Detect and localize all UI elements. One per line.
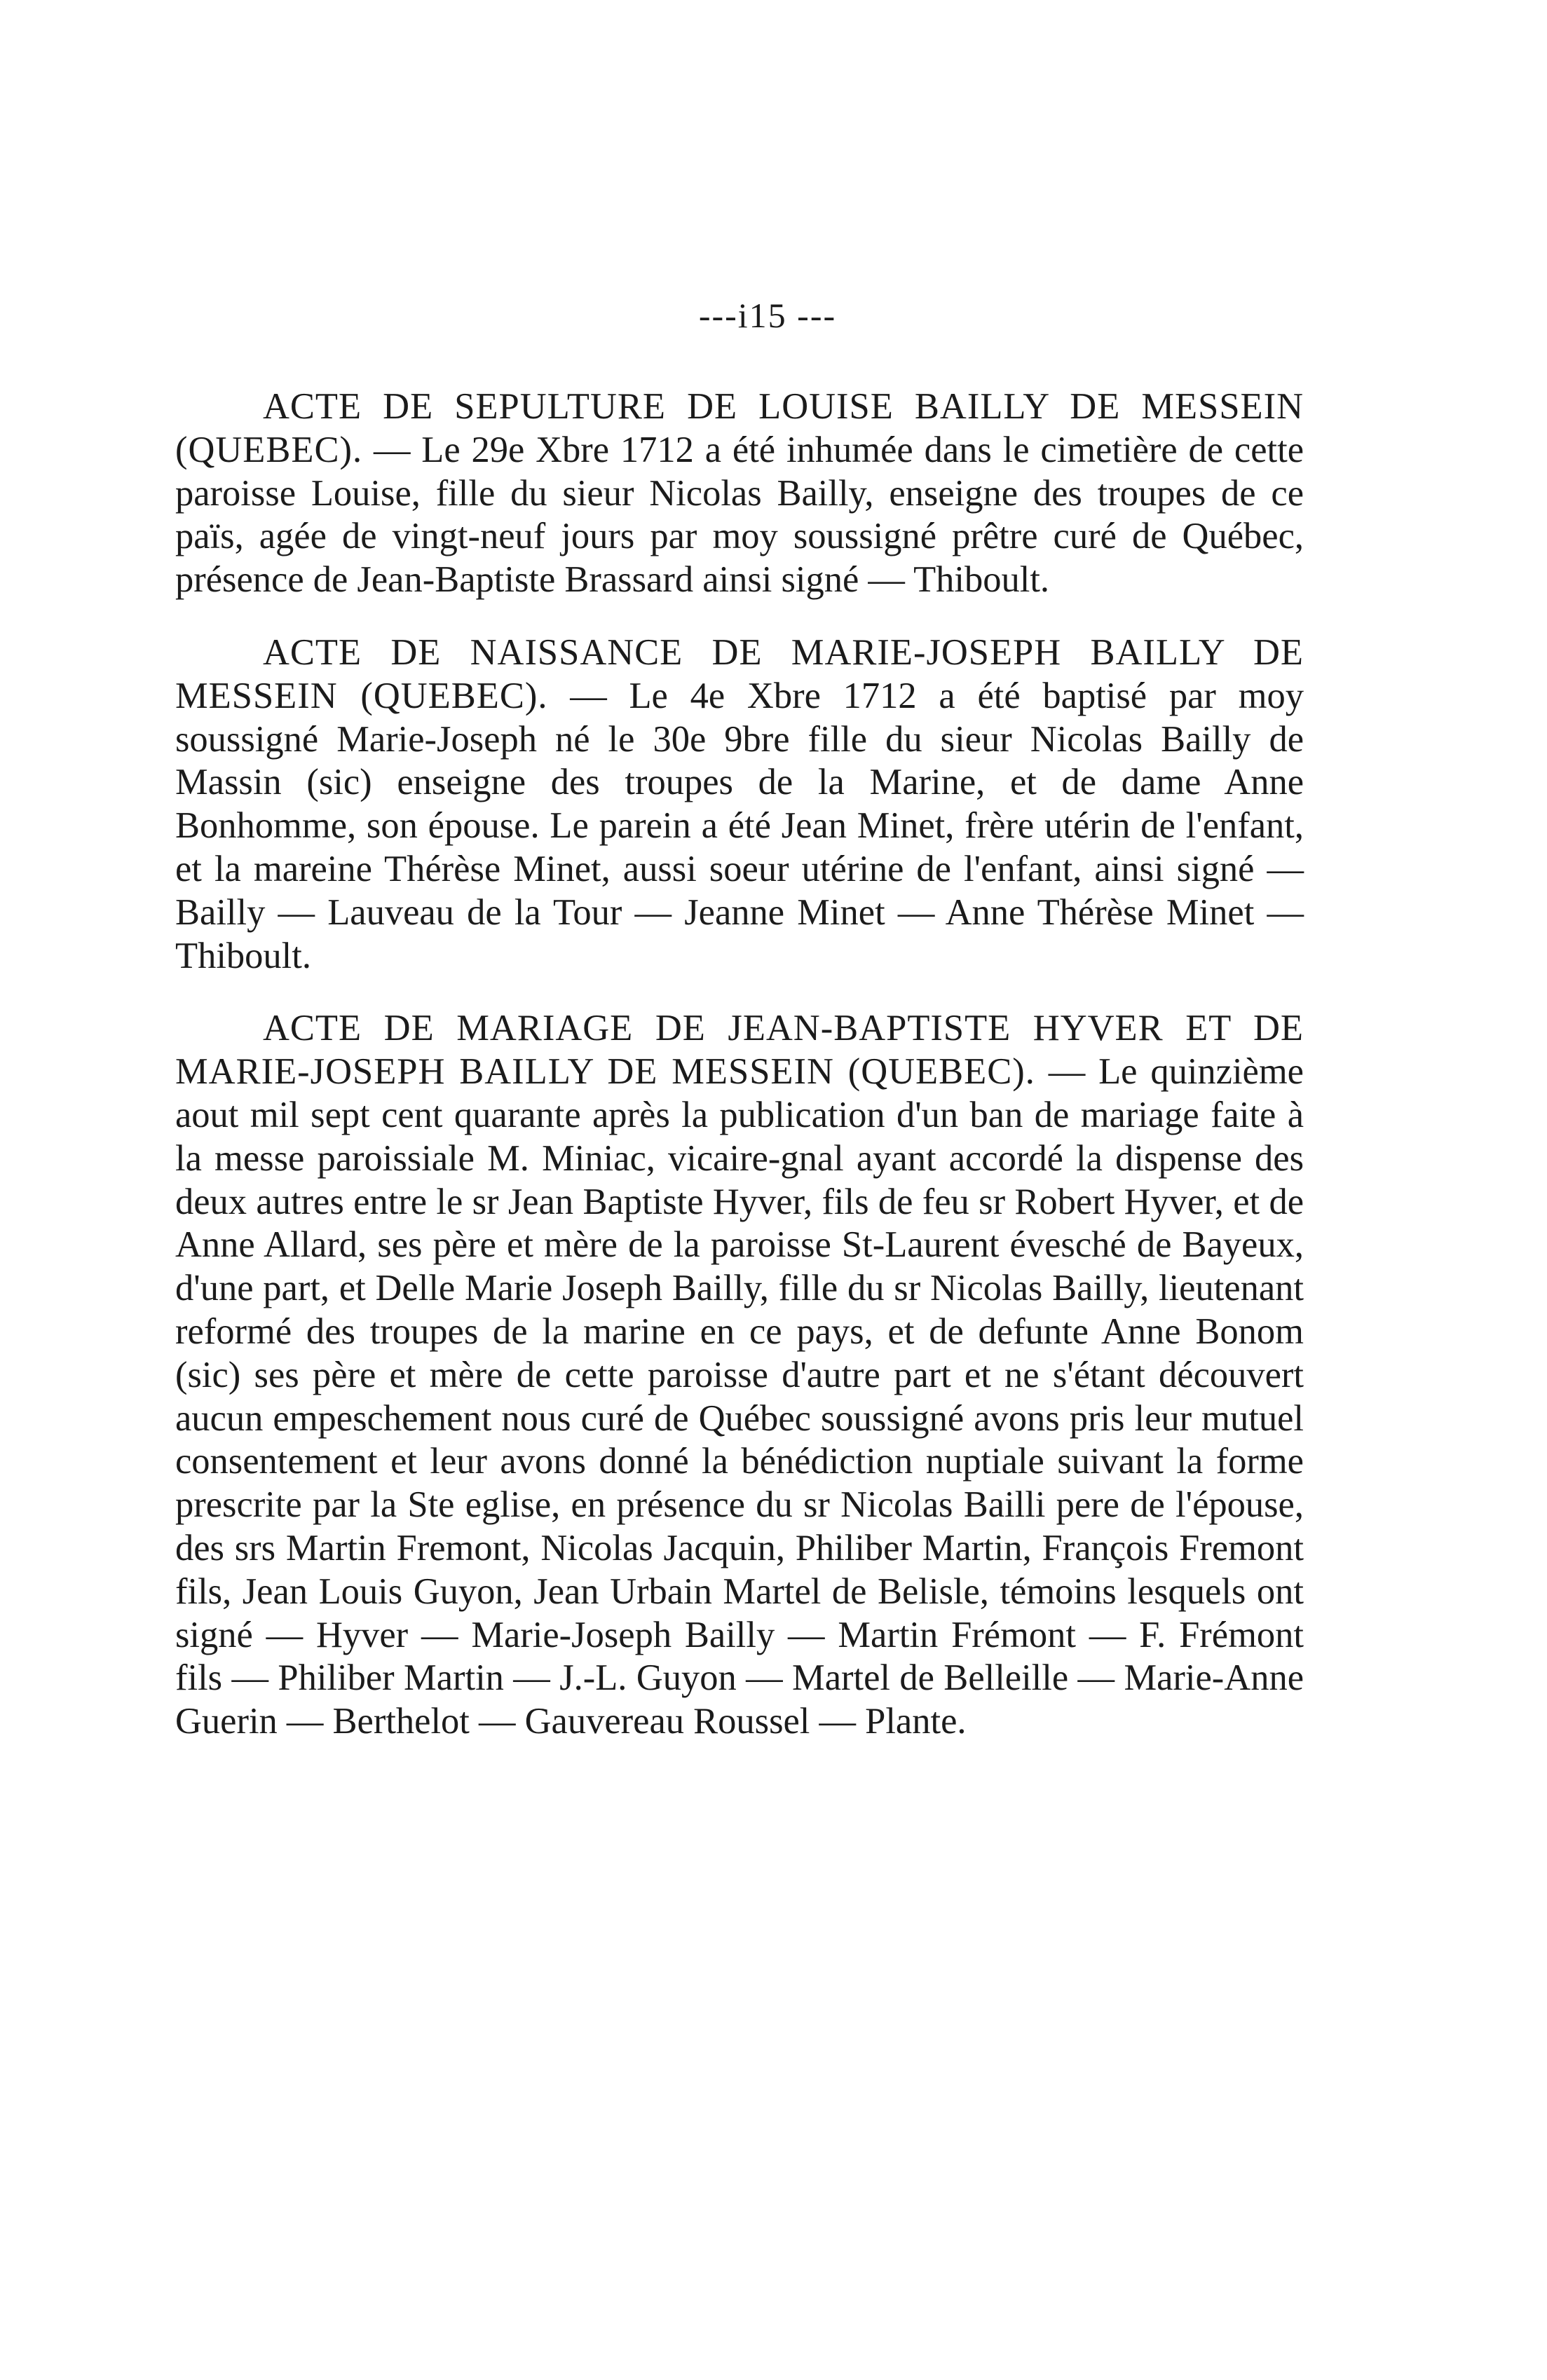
record-paragraph: [175, 631, 1304, 978]
birth-record: [175, 631, 1304, 978]
document-page: [175, 294, 1304, 1773]
record-text: — Le quinzième aout mil sept cent quarante après la publication d'un ban de mariage faite à la messe paroissiale M. Miniac, vicaire-gnal ayant accordé la dispense des deux autres entre le sr Jean Baptiste Hyver, fils de feu sr Robert Hyver, et de Anne Allard, ses père et mère de la paroisse St-Laurent évesché de Bayeux, d'une part, et Delle Marie Joseph Bailly, fille du sr Nicolas Bailly, lieutenant reformé des troupes de la marine en ce pays, et de defunte Anne Bonom (sic) ses père et mère de cette paroisse d'autre part et ne s'étant découvert aucun empeschement nous curé de Québec soussigné avons pris leur mutuel consentement et leur avons donné la bénédiction nuptiale suivant la forme prescrite par la Ste eglise, en présence du sr Nicolas Bailli pere de l'épouse, des srs Martin Fremont, Nicolas Jacquin, Philiber Martin, François Fremont fils, Jean Louis Guyon, Jean Urbain Martel de Belisle, témoins lesquels ont signé — Hyver — Marie-Joseph Bailly — Martin Frémont — F. Frémont fils — Philiber Martin — J.-L. Guyon — Martel de Belleille — Marie-Anne Guerin — Berthelot — Gauvereau Roussel — Plante.: [175, 1051, 1304, 1742]
record-text: — Le 29e Xbre 1712 a été inhumée dans le cimetière de cette paroisse Louise, fille du sieur Nicolas Bailly, enseigne des troupes de ce païs, agée de vingt-neuf jours par moy soussigné prêtre curé de Québec, présence de Jean-Baptiste Brassard ainsi signé — Thiboult.: [175, 429, 1304, 601]
record-paragraph: [175, 1007, 1304, 1744]
record-heading: ACTE DE MARIAGE DE JEAN-BAPTISTE HYVER ET DE MARIE-JOSEPH BAILLY DE MESSEIN (QUEBEC).: [175, 1008, 1304, 1093]
marriage-record: [175, 1007, 1304, 1744]
burial-record: [175, 385, 1304, 602]
record-text: — Le 4e Xbre 1712 a été baptisé par moy soussigné Marie-Joseph né le 30e 9bre fille du sieur Nicolas Bailly de Massin (sic) enseigne des troupes de la Marine, et de dame Anne Bonhomme, son épouse. Le parein a été Jean Minet, frère utérin de l'enfant, et la mareine Thérèse Minet, aussi soeur utérine de l'enfant, ainsi signé — Bailly — Lauveau de la Tour — Jeanne Minet — Anne Thérèse Minet — Thiboult.: [175, 675, 1304, 976]
record-paragraph: [175, 385, 1304, 602]
record-heading: ACTE DE SEPULTURE DE LOUISE BAILLY DE MESSEIN (QUEBEC).: [175, 386, 1304, 470]
record-heading: ACTE DE NAISSANCE DE MARIE-JOSEPH BAILLY DE MESSEIN (QUEBEC).: [175, 631, 1304, 716]
page-number: ---i15 ---: [698, 296, 837, 335]
